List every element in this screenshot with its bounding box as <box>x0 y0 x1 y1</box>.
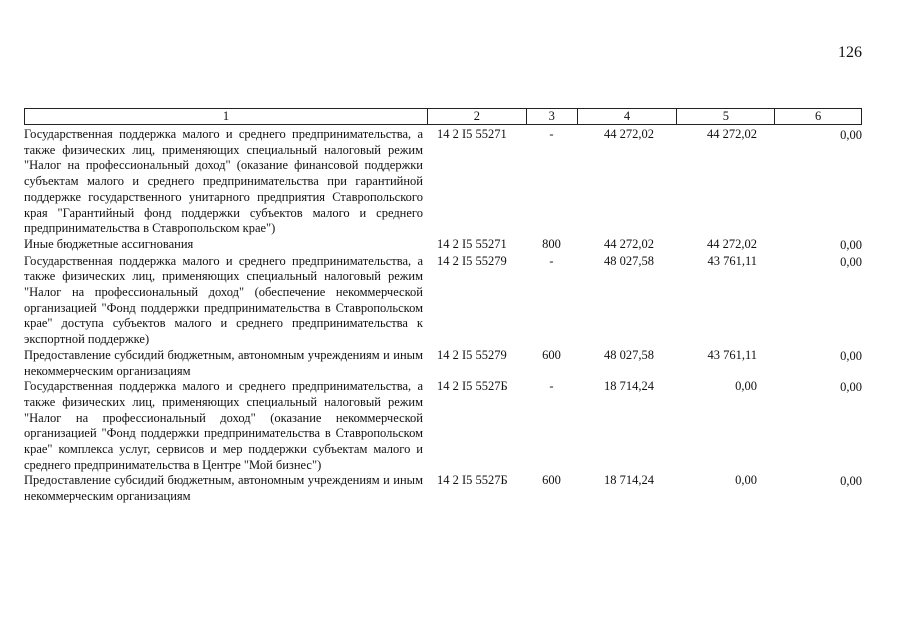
table-header <box>24 108 862 125</box>
row-expense-type: - <box>549 379 554 394</box>
row-code: 14 2 I5 55279 <box>437 347 507 362</box>
column-header-2: 2 <box>427 109 526 124</box>
row-code: 14 2 I5 5527Б <box>437 379 508 394</box>
table-row <box>24 379 862 473</box>
table-row <box>24 254 862 348</box>
row-code: 14 2 I5 5527Б <box>437 473 508 488</box>
row-expense-type: 800 <box>542 236 561 251</box>
row-expense-type: 600 <box>542 473 561 488</box>
row-amount-col4: 44 272,02 <box>604 127 654 141</box>
row-amount-col5: 43 761,11 <box>707 347 757 362</box>
row-code: 14 2 I5 55271 <box>437 236 507 251</box>
row-amount-col5: 43 761,11 <box>707 253 757 268</box>
row-description: Государственная поддержка малого и среднего предпринимательства, а также физических лиц, применяющих специальный налоговый режим "Налог на профессиональный доход" (обеспечение некоммерческой организацией "Фонд поддержки предпринимательства в Ставропольском крае" доступа субъектов малого и среднего предпринимательства к экспортной поддержке) <box>24 253 423 347</box>
page-number: 126 <box>838 44 862 61</box>
row-amount-col5: 0,00 <box>735 473 757 488</box>
row-amount-col4: 18 714,24 <box>604 379 654 394</box>
table-row <box>24 348 862 379</box>
column-header-6: 6 <box>774 109 861 124</box>
row-amount-col5: 0,00 <box>735 379 757 394</box>
row-description: Государственная поддержка малого и среднего предпринимательства, а также физических лиц, применяющих специальный налоговый режим "Налог на профессиональный доход" (оказание некоммерческой организацией "Фонд поддержки предпринимательства в Ставропольском крае" комплекса услуг, сервисов и мер поддержки субъектам малого и среднего предпринимательства в Центре "Мой бизнес") <box>24 379 423 472</box>
row-description: Предоставление субсидий бюджетным, автономным учреждениям и иным некоммерческим организациям <box>24 347 423 378</box>
row-amount-col4: 44 272,02 <box>604 236 654 251</box>
table-body <box>24 127 862 505</box>
row-description: Иные бюджетные ассигнования <box>24 236 194 251</box>
row-expense-type: - <box>549 127 554 141</box>
column-header-5: 5 <box>676 109 774 124</box>
table-row <box>24 473 862 504</box>
row-amount-col6: 0,00 <box>840 128 862 142</box>
table-row <box>24 127 862 237</box>
row-amount-col4: 18 714,24 <box>604 473 654 488</box>
row-description: Государственная поддержка малого и среднего предпринимательства, а также физических лиц, применяющих специальный налоговый режим "Налог на профессиональный доход" (оказание финансовой поддержки субъектам малого и среднего предпринимательства при гарантийной поддержке государственного унитарного предприятия Ставропольского края "Гарантийный фонд поддержки субъектов малого и среднего предпринимательства в Ставропольском крае") <box>24 127 423 236</box>
row-code: 14 2 I5 55279 <box>437 253 507 268</box>
row-expense-type: - <box>549 253 554 268</box>
column-header-1: 1 <box>222 109 230 123</box>
row-amount-col5: 44 272,02 <box>707 127 757 141</box>
row-expense-type: 600 <box>542 347 561 362</box>
row-amount-col6: 0,00 <box>840 474 862 489</box>
row-amount-col5: 44 272,02 <box>707 236 757 251</box>
row-amount-col6: 0,00 <box>840 348 862 363</box>
row-amount-col6: 0,00 <box>840 237 862 252</box>
row-amount-col4: 48 027,58 <box>604 347 654 362</box>
row-code: 14 2 I5 55271 <box>437 127 507 141</box>
column-header-4: 4 <box>577 109 677 124</box>
table-row <box>24 237 862 254</box>
column-header-3: 3 <box>526 109 577 124</box>
row-amount-col4: 48 027,58 <box>604 253 654 268</box>
row-amount-col6: 0,00 <box>840 254 862 269</box>
row-description: Предоставление субсидий бюджетным, автономным учреждениям и иным некоммерческим организациям <box>24 473 423 504</box>
row-amount-col6: 0,00 <box>840 380 862 395</box>
